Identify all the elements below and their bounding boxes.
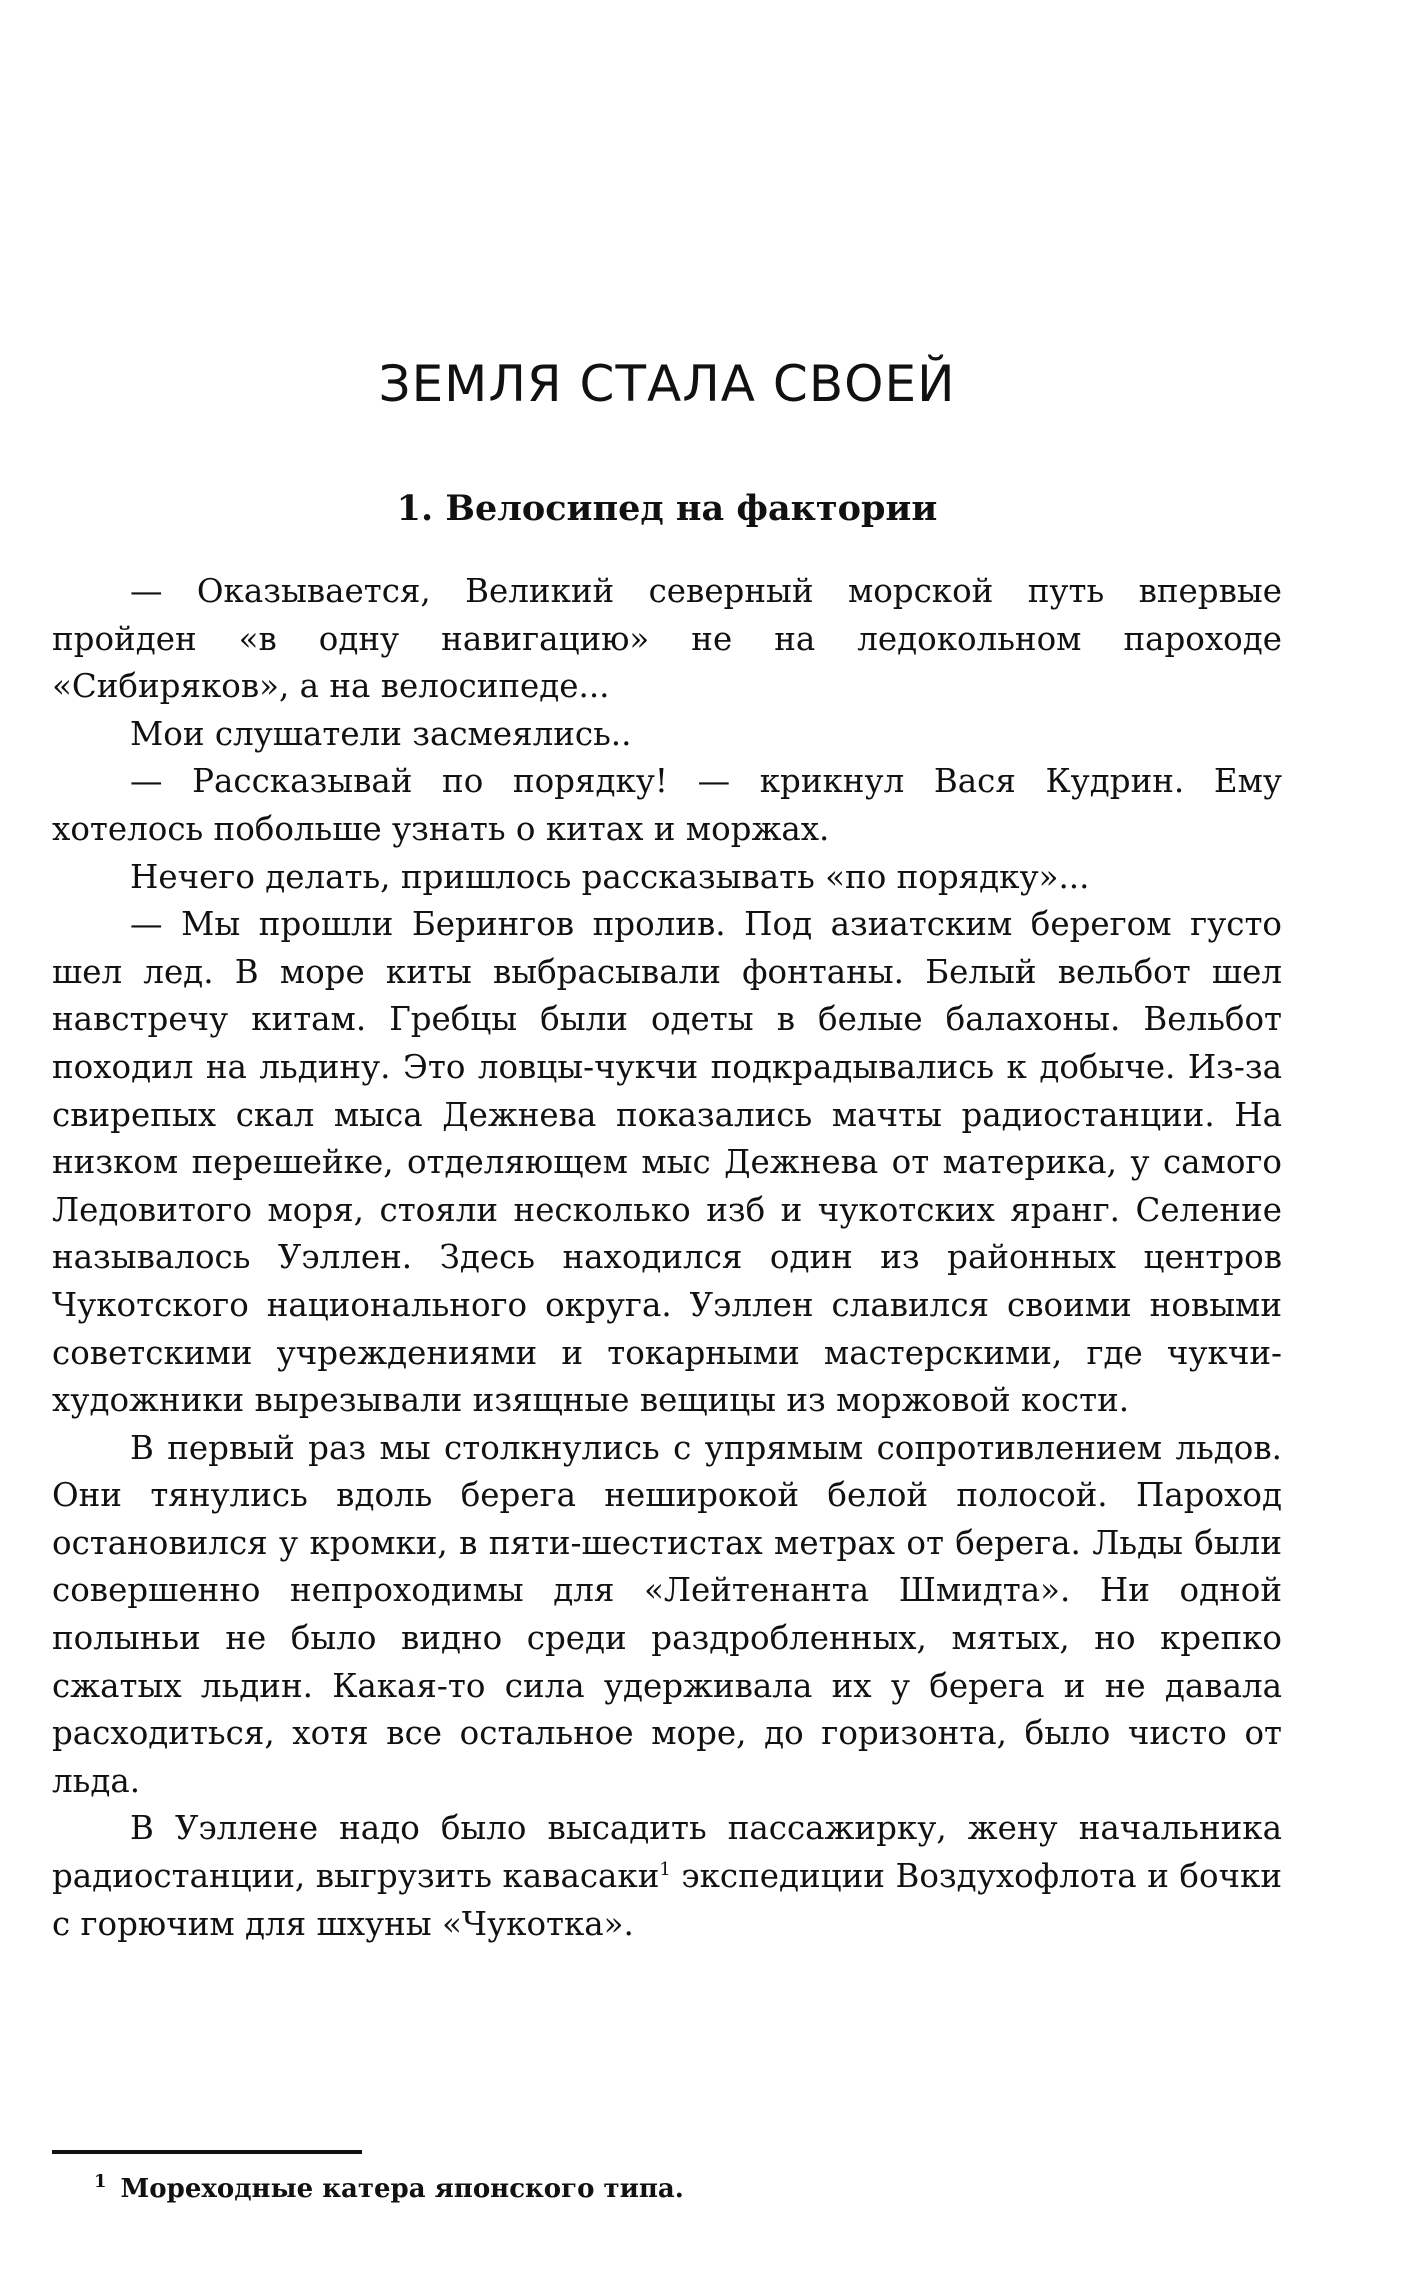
footnote <box>94 2172 1274 2206</box>
paragraph: — Рассказывай по порядку! — крикнул Вася Кудрин. Ему хотелось побольше узнать о китах и моржах. <box>52 762 1282 848</box>
footnote-mark: 1 <box>94 2171 107 2193</box>
paragraph-text: экспедиции Воздухофлота и бочки с горючим для шхуны «Чукотка». <box>52 1857 1283 1943</box>
paragraph: Мои слушатели засмеялись.. <box>130 714 632 753</box>
section-title: 1. Велосипед на фактории <box>396 488 938 529</box>
footnote-divider <box>52 2150 362 2154</box>
footnote-reference: 1 <box>659 1859 671 1881</box>
body-text <box>52 568 1282 1948</box>
paragraph: — Оказывается, Великий северный морской путь впервые пройден «в одну навигацию» не на ледокольном пароходе «Сибиряков», а на велосипеде... <box>52 572 1282 706</box>
paragraph-last <box>52 1805 1282 1948</box>
paragraph: Нечего делать, пришлось рассказывать «по порядку»... <box>130 857 1090 896</box>
footnote-text: Мореходные катера японского типа. <box>120 2174 684 2204</box>
chapter-title: ЗЕМЛЯ СТАЛА СВОЕЙ <box>378 355 956 413</box>
paragraph-text: В Уэллене надо было высадить пассажирку, жену начальника радиостанции, выгрузить кавасаки <box>52 1809 1282 1896</box>
paragraph: — Мы прошли Берингов пролив. Под азиатским берегом густо шел лед. В море киты выбрасывали фонтаны. Белый вельбот шел навстречу китам. Гребцы были одеты в белые балахоны. Вельбот походил на льдину. Это ловцы-чукчи подкрадывались к добыче. Из-за свирепых скал мыса Дежнева показались мачты радиостанции. На низком перешейке, отделяющем мыс Дежнева от материка, у самого Ледовитого моря, стояли несколько изб и чукотских яранг. Селение называлось Уэллен. Здесь находился один из районных центров Чукотского национального округа. Уэллен славился своими новыми советскими учреждениями и токарными мастерскими, где чукчи-художники вырезывали изящные вещицы из моржовой кости. <box>52 905 1282 1420</box>
paragraph: В первый раз мы столкнулись с упрямым сопротивлением льдов. Они тянулись вдоль берега неширокой белой полосой. Пароход остановился у кромки, в пяти-шестистах метрах от берега. Льды были совершенно непроходимы для «Лейтенанта Шмидта». Ни одной полыньи не было видно среди раздробленных, мятых, но крепко сжатых льдин. Какая-то сила удерживала их у берега и не давала расходиться, хотя все остальное море, до горизонта, было чисто от льда. <box>52 1428 1282 1800</box>
book-page <box>52 0 1282 2269</box>
